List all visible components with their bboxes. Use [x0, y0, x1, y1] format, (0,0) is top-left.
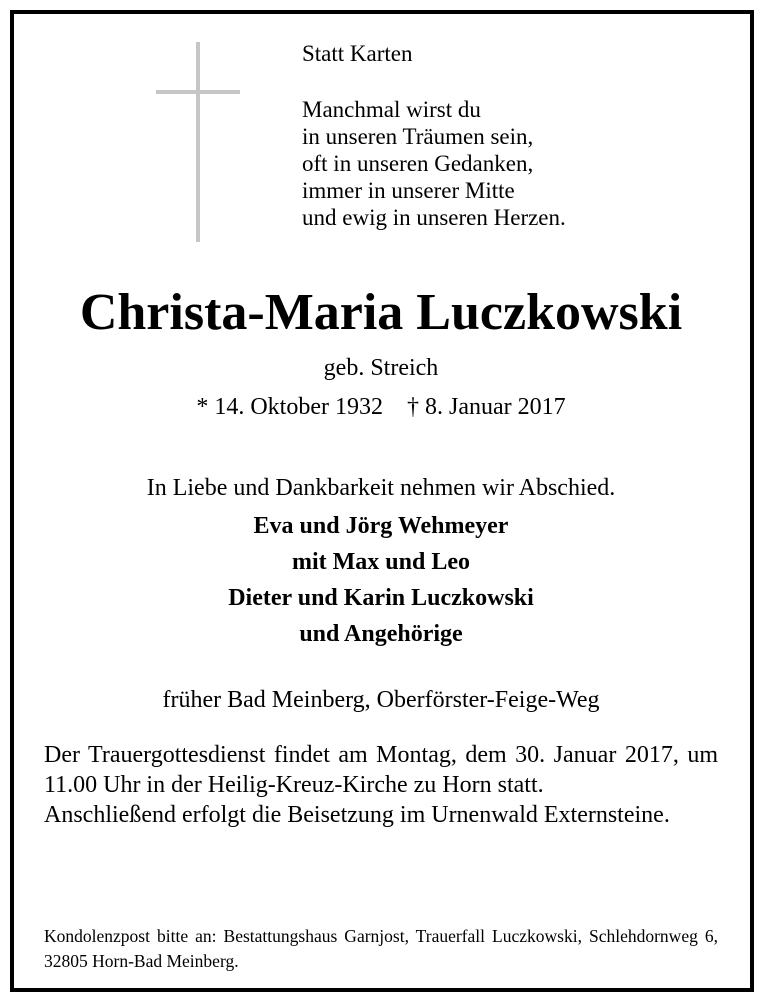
poem [302, 96, 566, 231]
family-line: und Angehörige [299, 621, 463, 647]
family-line: Dieter und Karin Luczkowski [228, 585, 534, 611]
burial-paragraph: Anschließend erfolgt die Beisetzung im Urnenwald Externsteine. [44, 802, 670, 828]
condolence-address: Kondolenzpost bitte an: Bestattungshaus Garnjost, Trauerfall Luczkowski, Schlehdornweg 6, 32805 Horn-Bad Meinberg. [44, 926, 718, 971]
deceased-name: Christa-Maria Luczkowski [79, 284, 683, 341]
family-line: Eva und Jörg Wehmeyer [253, 513, 509, 539]
service-paragraph: Der Trauergottesdienst findet am Montag, dem 30. Januar 2017, um 11.00 Uhr in der Heilig-Kreuz-Kirche zu Horn statt. [44, 742, 718, 798]
death-date: † 8. Januar 2017 [407, 394, 566, 420]
service-info [44, 740, 718, 830]
poem-line: immer in unserer Mitte [302, 178, 515, 203]
poem-line: in unseren Träumen sein, [302, 124, 534, 149]
poem-line: und ewig in unseren Herzen. [302, 205, 566, 230]
cross-horizontal-bar [156, 90, 240, 94]
poem-line: Manchmal wirst du [302, 97, 481, 122]
family-line: mit Max und Leo [291, 549, 470, 575]
cross-vertical-bar [196, 42, 200, 242]
poem-line: oft in unseren Gedanken, [302, 151, 534, 176]
farewell-text: In Liebe und Dankbarkeit nehmen wir Abschied. [146, 475, 616, 501]
former-address: früher Bad Meinberg, Oberförster-Feige-Weg [162, 687, 600, 713]
maiden-name: geb. Streich [323, 355, 439, 381]
birth-date: * 14. Oktober 1932 [196, 394, 383, 420]
family-list [0, 508, 762, 652]
statt-karten-label: Statt Karten [302, 41, 413, 66]
life-dates [0, 393, 762, 421]
